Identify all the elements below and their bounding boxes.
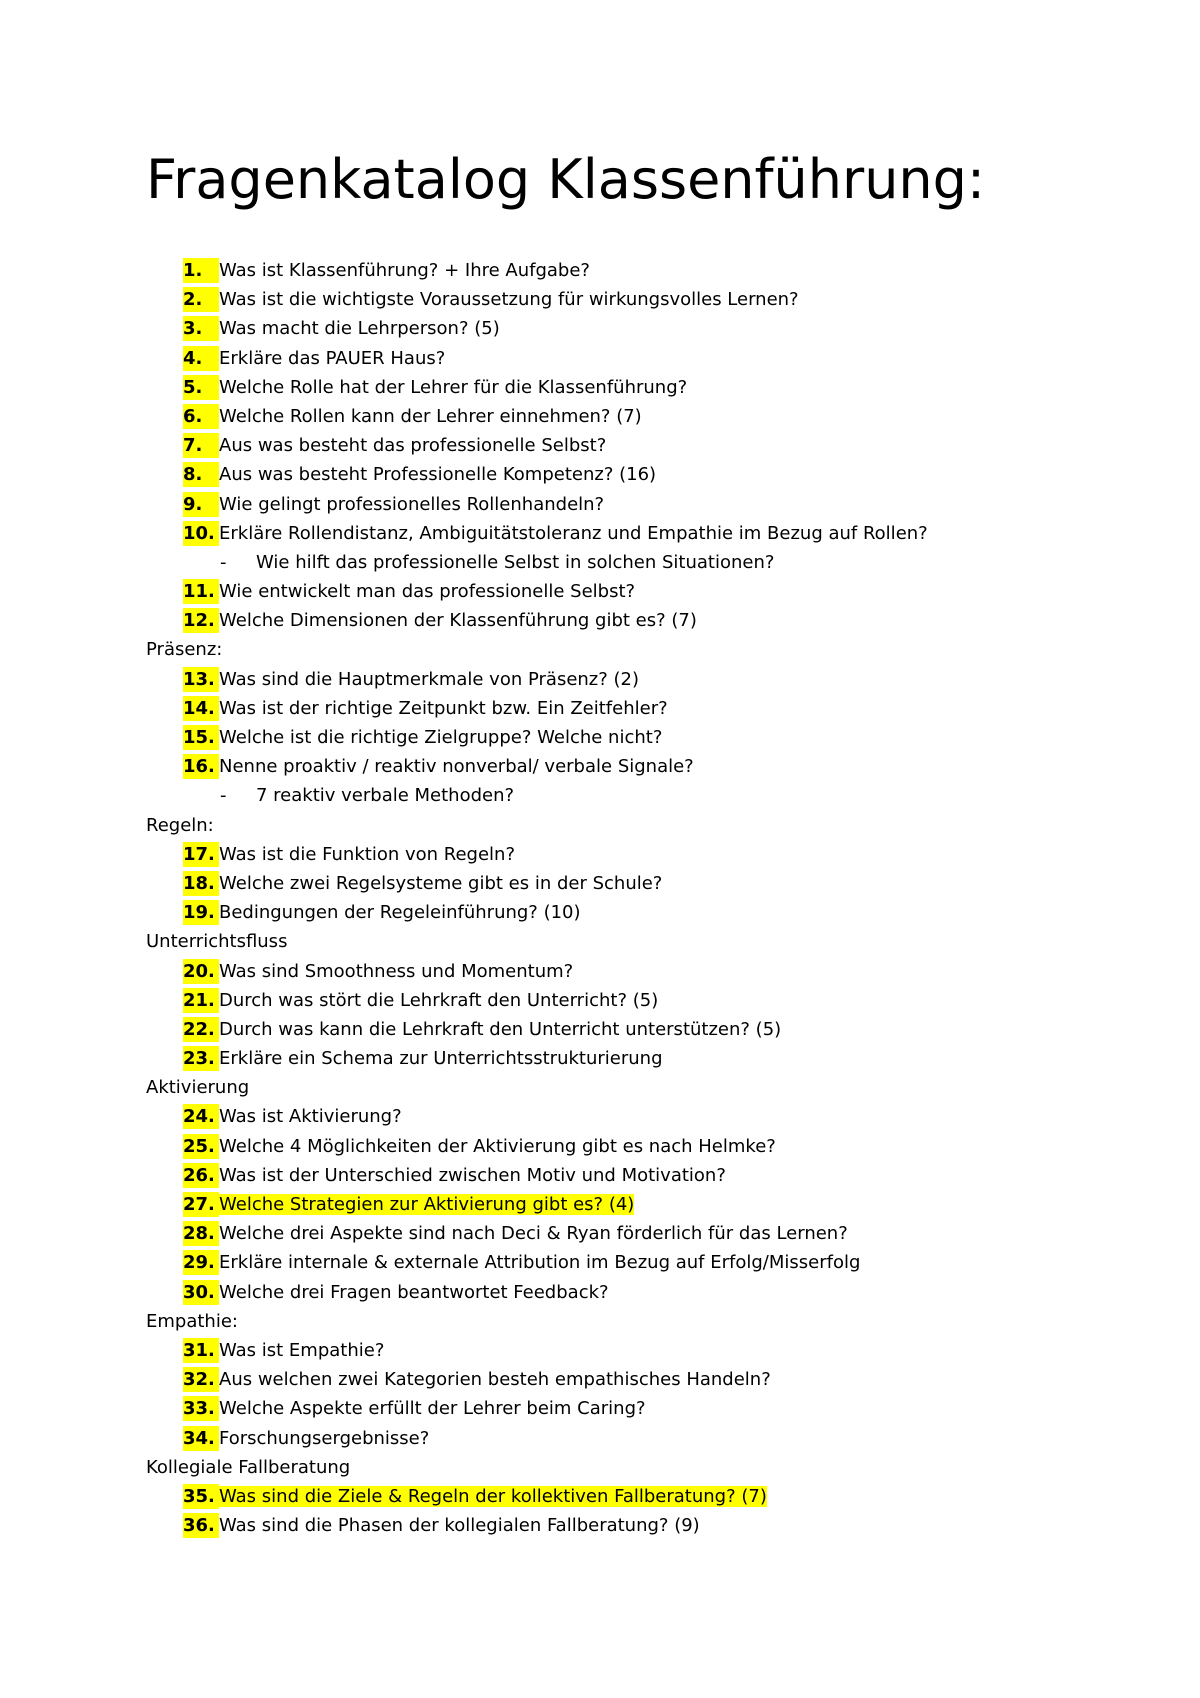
question-text — [219, 344, 445, 373]
question-item — [0, 606, 1200, 635]
question-number: 23. — [183, 1046, 219, 1071]
question-item — [0, 490, 1200, 519]
document-title: Fragenkatalog Klassenführung: — [146, 148, 986, 211]
question-item — [0, 1102, 1200, 1131]
question-number: 1. — [183, 258, 219, 283]
question-number: 17. — [183, 842, 219, 867]
question-number: 8. — [183, 462, 219, 487]
question-item — [0, 1336, 1200, 1365]
question-text — [219, 1044, 663, 1073]
question-number: 22. — [183, 1017, 219, 1042]
question-text — [219, 1132, 776, 1161]
question-number: 36. — [183, 1513, 219, 1538]
question-text — [219, 1394, 646, 1423]
question-text-content: Welche Rollen kann der Lehrer einnehmen? (7) — [219, 405, 642, 427]
question-item — [0, 957, 1200, 986]
question-text — [219, 314, 500, 343]
question-text-content: Aus welchen zwei Kategorien besteh empathisches Handeln? — [219, 1369, 771, 1391]
question-number: 7. — [183, 433, 219, 458]
question-item — [0, 344, 1200, 373]
section-heading-text: Aktivierung — [146, 1077, 250, 1099]
question-text-content: Nenne proaktiv / reaktiv nonverbal/ verbale Signale? — [219, 756, 694, 778]
question-number: 2. — [183, 287, 219, 312]
question-number: 24. — [183, 1104, 219, 1129]
question-text-content: Welche Aspekte erfüllt der Lehrer beim Caring? — [219, 1398, 646, 1420]
question-text — [219, 431, 606, 460]
question-text — [219, 402, 642, 431]
section-heading — [0, 1307, 1200, 1336]
question-item — [0, 1394, 1200, 1423]
question-text — [219, 694, 668, 723]
question-text-content: Was sind die Hauptmerkmale von Präsenz? (2) — [219, 668, 640, 690]
question-text-content: Was ist Klassenführung? + Ihre Aufgabe? — [219, 260, 590, 281]
question-text — [219, 898, 581, 927]
question-text — [219, 256, 590, 285]
section-heading-text: Kollegiale Fallberatung — [146, 1456, 351, 1478]
question-text-content: Was ist die Funktion von Regeln? — [219, 843, 515, 865]
question-text-content: Erkläre Rollendistanz, Ambiguitätstoleranz und Empathie im Bezug auf Rollen? — [219, 522, 928, 544]
question-text-content: Was macht die Lehrperson? (5) — [219, 318, 500, 340]
question-text-content: Erkläre internale & externale Attribution im Bezug auf Erfolg/Misserfolg — [219, 1252, 861, 1274]
question-item — [0, 1248, 1200, 1277]
question-text — [219, 577, 635, 606]
question-number: 31. — [183, 1338, 219, 1363]
question-text — [219, 606, 697, 635]
question-number: 32. — [183, 1367, 219, 1392]
question-item — [0, 431, 1200, 460]
section-heading-text: Regeln: — [146, 814, 214, 836]
question-number: 25. — [183, 1134, 219, 1159]
section-heading-text: Empathie: — [146, 1310, 238, 1332]
question-number: 14. — [183, 696, 219, 721]
question-text-content: Forschungsergebnisse? — [219, 1427, 430, 1449]
question-text-content: Was ist der richtige Zeitpunkt bzw. Ein Zeitfehler? — [219, 697, 668, 719]
question-text — [219, 1482, 767, 1511]
question-item — [0, 373, 1200, 402]
question-text-content: Was sind die Phasen der kollegialen Fallberatung? (9) — [219, 1515, 700, 1537]
question-text — [219, 840, 515, 869]
question-text-content: Welche Dimensionen der Klassenführung gibt es? (7) — [219, 610, 697, 632]
question-item — [0, 898, 1200, 927]
question-number: 3. — [183, 316, 219, 341]
question-text — [219, 285, 799, 314]
question-item — [0, 1278, 1200, 1307]
question-number: 11. — [183, 579, 219, 604]
question-item — [0, 694, 1200, 723]
question-text-content: Welche drei Aspekte sind nach Deci & Ryan förderlich für das Lernen? — [219, 1223, 848, 1245]
question-item — [0, 519, 1200, 548]
question-text — [219, 373, 687, 402]
question-text — [219, 1365, 771, 1394]
question-text — [219, 957, 573, 986]
bullet-dash: - — [220, 551, 227, 573]
question-text — [219, 1015, 781, 1044]
question-text-content: Was ist die wichtigste Voraussetzung für wirkungsvolles Lernen? — [219, 289, 799, 311]
question-item — [0, 1511, 1200, 1540]
question-text — [219, 1278, 609, 1307]
question-text — [219, 752, 694, 781]
question-item — [0, 723, 1200, 752]
question-number: 10. — [183, 521, 219, 546]
question-text-content: Welche ist die richtige Zielgruppe? Welche nicht? — [219, 727, 663, 748]
question-text — [219, 1248, 860, 1277]
sub-question-item — [0, 781, 1200, 810]
section-heading — [0, 811, 1200, 840]
sub-question-item — [0, 548, 1200, 577]
question-text-content: Was ist der Unterschied zwischen Motiv und Motivation? — [219, 1164, 726, 1186]
question-text-content: Erkläre ein Schema zur Unterrichtsstrukturierung — [219, 1048, 663, 1070]
question-number: 30. — [183, 1280, 219, 1305]
question-text-content: Erkläre das PAUER Haus? — [219, 347, 446, 369]
question-text — [219, 1511, 700, 1540]
section-heading — [0, 635, 1200, 664]
question-number: 34. — [183, 1426, 219, 1451]
question-number: 6. — [183, 404, 219, 429]
question-number: 12. — [183, 608, 219, 633]
question-text-content: Durch was kann die Lehrkraft den Unterricht unterstützen? (5) — [219, 1018, 782, 1040]
sub-question-text: Wie hilft das professionelle Selbst in solchen Situationen? — [256, 551, 775, 573]
bullet-dash: - — [220, 785, 227, 807]
question-text — [219, 1424, 429, 1453]
question-number: 27. — [183, 1192, 219, 1217]
question-item — [0, 665, 1200, 694]
question-item — [0, 840, 1200, 869]
section-heading-text: Präsenz: — [146, 639, 223, 661]
question-item — [0, 986, 1200, 1015]
question-text-content: Aus was besteht das professionelle Selbst? — [219, 435, 607, 457]
question-text — [219, 1336, 384, 1365]
question-text-content: Welche drei Fragen beantwortet Feedback? — [219, 1281, 609, 1303]
question-text-content: Welche zwei Regelsysteme gibt es in der Schule? — [219, 872, 663, 894]
question-number: 19. — [183, 900, 219, 925]
question-item — [0, 1365, 1200, 1394]
question-text-content: Was ist Empathie? — [219, 1339, 385, 1361]
question-number: 18. — [183, 871, 219, 896]
question-text — [219, 1219, 848, 1248]
question-item — [0, 1190, 1200, 1219]
question-number: 35. — [183, 1484, 219, 1509]
question-item — [0, 460, 1200, 489]
section-heading — [0, 927, 1200, 956]
question-number: 33. — [183, 1396, 219, 1421]
question-number: 21. — [183, 988, 219, 1013]
sub-question-text: 7 reaktiv verbale Methoden? — [256, 785, 515, 807]
question-number: 20. — [183, 959, 219, 984]
question-text-content: Wie entwickelt man das professionelle Selbst? — [219, 581, 636, 603]
question-number: 15. — [183, 725, 219, 750]
question-item — [0, 1161, 1200, 1190]
question-text-content: Welche 4 Möglichkeiten der Aktivierung gibt es nach Helmke? — [219, 1135, 776, 1157]
question-text-content: Bedingungen der Regeleinführung? (10) — [219, 902, 581, 924]
question-number: 26. — [183, 1163, 219, 1188]
question-text — [219, 1161, 726, 1190]
question-item — [0, 1044, 1200, 1073]
section-heading-text: Unterrichtsfluss — [146, 931, 288, 953]
question-text — [219, 519, 928, 548]
question-number: 13. — [183, 667, 219, 692]
question-text-content: Was ist Aktivierung? — [219, 1106, 402, 1128]
section-heading — [0, 1073, 1200, 1102]
question-number: 29. — [183, 1250, 219, 1275]
question-text — [219, 665, 639, 694]
question-text — [219, 1102, 402, 1131]
question-text-content: Durch was stört die Lehrkraft den Unterricht? (5) — [219, 989, 659, 1011]
question-item — [0, 1482, 1200, 1511]
question-item — [0, 752, 1200, 781]
question-item — [0, 256, 1200, 285]
question-item — [0, 577, 1200, 606]
question-item — [0, 314, 1200, 343]
question-list — [0, 256, 1200, 1540]
question-text-content: Aus was besteht Professionelle Kompetenz? (16) — [219, 464, 657, 486]
question-item — [0, 1219, 1200, 1248]
question-number: 4. — [183, 346, 219, 371]
question-item — [0, 1015, 1200, 1044]
question-text — [219, 1190, 634, 1219]
question-text — [219, 490, 604, 519]
question-text-content: Wie gelingt professionelles Rollenhandeln? — [219, 493, 605, 515]
section-heading — [0, 1453, 1200, 1482]
question-text-content: Was sind Smoothness und Momentum? — [219, 960, 574, 982]
question-item — [0, 1132, 1200, 1161]
question-text — [219, 986, 658, 1015]
question-text — [219, 460, 656, 489]
question-item — [0, 869, 1200, 898]
question-number: 28. — [183, 1221, 219, 1246]
question-number: 5. — [183, 375, 219, 400]
question-text-content: Welche Rolle hat der Lehrer für die Klassenführung? — [219, 376, 688, 398]
question-number: 9. — [183, 492, 219, 517]
question-item — [0, 285, 1200, 314]
question-text — [219, 723, 662, 752]
question-text-content: Was sind die Ziele & Regeln der kollektiven Fallberatung? (7) — [219, 1485, 767, 1507]
question-text-content: Welche Strategien zur Aktivierung gibt es? (4) — [219, 1194, 635, 1215]
question-text — [219, 869, 662, 898]
question-item — [0, 1424, 1200, 1453]
question-number: 16. — [183, 754, 219, 779]
question-item — [0, 402, 1200, 431]
